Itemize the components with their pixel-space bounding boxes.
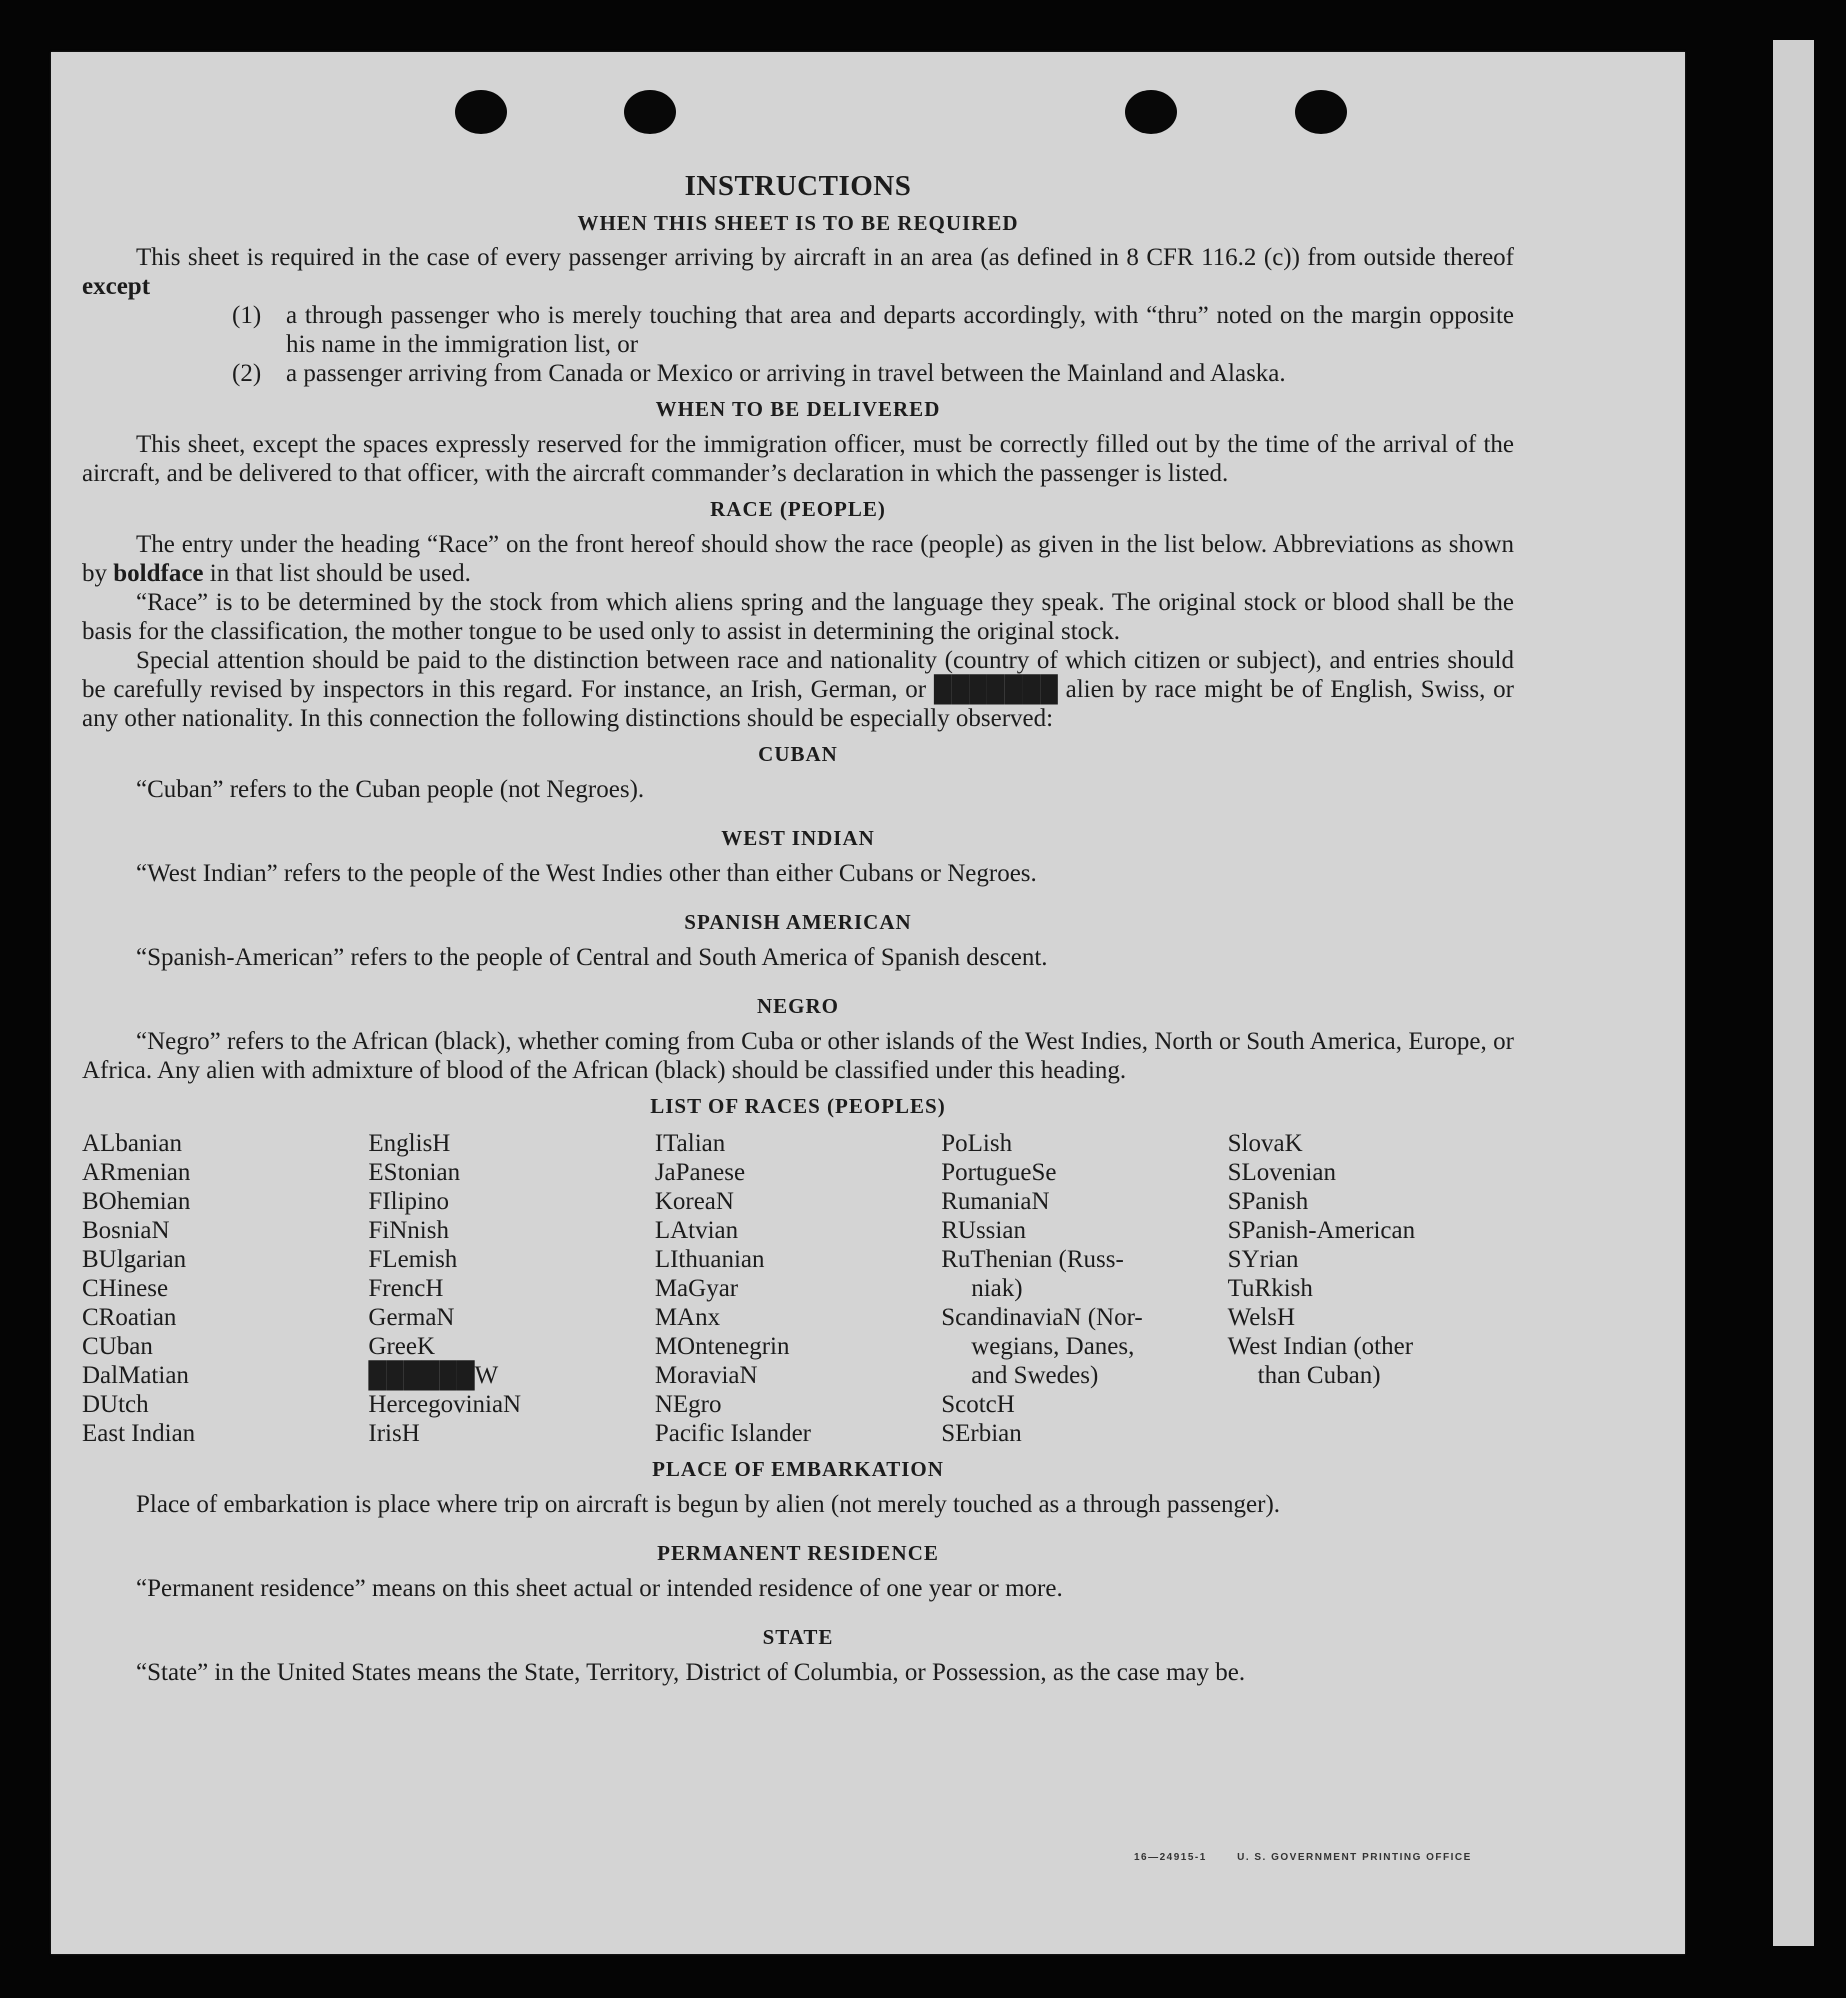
race-column-2 <box>368 1129 654 1448</box>
cuban-text: “Cuban” refers to the Cuban people (not Negroes). <box>136 776 645 803</box>
race-item: SLovenian <box>1227 1159 1336 1186</box>
race-list <box>82 1129 1514 1448</box>
race-item: ScotcH <box>941 1391 1015 1418</box>
race-item-continued: than Cuban) <box>1257 1362 1381 1389</box>
west-indian-text: “West Indian” refers to the people of the West Indies other than either Cubans or Negroes. <box>136 860 1037 887</box>
race-item: Pacific Islander <box>654 1420 811 1447</box>
race-item: FrencH <box>368 1275 444 1302</box>
race-item: SYrian <box>1227 1246 1299 1273</box>
race-item: FiNnish <box>368 1217 449 1244</box>
race-item: CRoatian <box>82 1304 177 1331</box>
punch-hole <box>1295 90 1347 134</box>
race-item: MAnx <box>654 1304 721 1331</box>
race-item: RUssian <box>941 1217 1026 1244</box>
heading-spanish-american: SPANISH AMERICAN <box>684 910 912 934</box>
heading-permanent-residence: PERMANENT RESIDENCE <box>657 1541 939 1565</box>
race-item: ITalian <box>654 1130 726 1157</box>
heading-when-delivered: WHEN TO BE DELIVERED <box>655 397 941 421</box>
race-item: East Indian <box>82 1420 196 1447</box>
race-item-continued: wegians, Danes, <box>971 1333 1135 1360</box>
race-item: SPanish-American <box>1227 1217 1416 1244</box>
race-column-4 <box>941 1129 1227 1448</box>
race-item: MOntenegrin <box>654 1333 790 1360</box>
race-item: ALbanian <box>82 1130 182 1157</box>
race-item: CHinese <box>82 1275 169 1302</box>
heading-list-of-races: LIST OF RACES (PEOPLES) <box>650 1094 946 1118</box>
race-paragraph-2: “Race” is to be determined by the stock from which aliens spring and the language they speak. The original stock or blood shall be the basis for the classification, the mother tongue to be used only to assist in determining the original stock. <box>82 589 1514 645</box>
race-paragraph-1: The entry under the heading “Race” on the front hereof should show the race (people) as given in the list below. Abbreviations as shown by boldface in that list should be used. <box>82 531 1514 587</box>
heading-west-indian: WEST INDIAN <box>721 826 875 850</box>
page-title: INSTRUCTIONS <box>684 170 912 202</box>
race-item: TuRkish <box>1227 1275 1313 1302</box>
race-item: PortugueSe <box>941 1159 1057 1186</box>
race-item: NEgro <box>654 1391 722 1418</box>
race-item: CUban <box>82 1333 153 1360</box>
race-column-1 <box>82 1129 368 1448</box>
race-item: BOhemian <box>82 1188 191 1215</box>
state-text: “State” in the United States means the State, Territory, District of Columbia, or Possession, as the case may be. <box>136 1659 1246 1686</box>
race-item: KoreaN <box>654 1188 734 1215</box>
heading-embarkation: PLACE OF EMBARKATION <box>652 1457 944 1481</box>
race-item: WelsH <box>1227 1304 1296 1331</box>
race-item: JaPanese <box>654 1159 746 1186</box>
race-item: SErbian <box>941 1420 1022 1447</box>
race-item: LAtvian <box>654 1217 739 1244</box>
race-item: GermaN <box>368 1304 455 1331</box>
race-item: ScandinaviaN (Nor- <box>941 1304 1143 1331</box>
when-required-intro: This sheet is required in the case of every passenger arriving by aircraft in an area (as defined in 8 CFR 116.2 (c)) from outside thereof except <box>82 244 1514 300</box>
race-item: EStonian <box>368 1159 461 1186</box>
heading-race: RACE (PEOPLE) <box>710 497 886 521</box>
race-item: ARmenian <box>82 1159 191 1186</box>
race-item: IrisH <box>368 1420 420 1447</box>
heading-negro: NEGRO <box>756 994 839 1018</box>
form-number: 16—24915-1 <box>1134 1852 1207 1863</box>
race-item: HercegoviniaN <box>368 1391 522 1418</box>
race-item-redacted: ██████W <box>368 1362 499 1389</box>
race-item: FIlipino <box>368 1188 449 1215</box>
printer-footer <box>1134 1852 1498 1863</box>
race-item-continued: and Swedes) <box>971 1362 1099 1389</box>
race-item: GreeK <box>368 1333 436 1360</box>
race-column-3 <box>655 1129 941 1448</box>
negro-text: “Negro” refers to the African (black), whether coming from Cuba or other islands of the West Indies, North or South America, Europe, or Africa. Any alien with admixture of blood of the African (black) should be classified under this heading. <box>82 1028 1514 1084</box>
exception-item-2: (2) a passenger arriving from Canada or Mexico or arriving in travel between the Mainland and Alaska. <box>232 360 1286 387</box>
race-item: LIthuanian <box>654 1246 765 1273</box>
race-item: SlovaK <box>1227 1130 1303 1157</box>
spanish-american-text: “Spanish-American” refers to the people of Central and South America of Spanish descent. <box>136 944 1048 971</box>
race-item: DUtch <box>82 1391 149 1418</box>
race-column-5 <box>1228 1129 1514 1448</box>
printer-imprint: U. S. GOVERNMENT PRINTING OFFICE <box>1237 1852 1472 1863</box>
race-item: DalMatian <box>82 1362 189 1389</box>
race-item-continued: niak) <box>971 1275 1023 1302</box>
heading-state: STATE <box>762 1625 834 1649</box>
race-item: BUlgarian <box>82 1246 187 1273</box>
embarkation-text: Place of embarkation is place where trip on aircraft is begun by alien (not merely touched as a through passenger). <box>136 1491 1281 1518</box>
race-item: MaGyar <box>654 1275 739 1302</box>
race-item: RuThenian (Russ- <box>941 1246 1124 1273</box>
race-item: EnglisH <box>368 1130 451 1157</box>
punch-hole <box>455 90 507 134</box>
race-item: SPanish <box>1227 1188 1309 1215</box>
race-item: RumaniaN <box>941 1188 1050 1215</box>
race-item: FLemish <box>368 1246 458 1273</box>
adjacent-page-edge <box>1773 40 1814 1946</box>
punch-hole <box>1125 90 1177 134</box>
race-item: PoLish <box>941 1130 1013 1157</box>
when-delivered-text: This sheet, except the spaces expressly reserved for the immigration officer, must be correctly filled out by the time of the arrival of the aircraft, and be delivered to that officer, with the aircraft commander’s declaration in which the passenger is listed. <box>82 431 1514 487</box>
heading-cuban: CUBAN <box>758 742 838 766</box>
heading-when-required: WHEN THIS SHEET IS TO BE REQUIRED <box>577 211 1019 235</box>
exception-item-1: (1) a through passenger who is merely touching that area and departs accordingly, with “thru” noted on the margin opposite his name in the immigration list, or <box>232 302 1514 358</box>
race-item: MoraviaN <box>654 1362 758 1389</box>
race-paragraph-3: Special attention should be paid to the distinction between race and nationality (country of which citizen or subject), and entries should be carefully revised by inspectors in this regard. For instance, an Irish, German, or ███████ alien by race might be of English, Swiss, or any other nationality. In this connection the following distinctions should be especially observed: <box>82 647 1514 732</box>
instructions-content <box>82 170 1514 1687</box>
punch-hole <box>624 90 676 134</box>
race-item: West Indian (other <box>1227 1333 1414 1360</box>
permanent-residence-text: “Permanent residence” means on this sheet actual or intended residence of one year or more. <box>136 1575 1063 1602</box>
document-page <box>51 52 1685 1954</box>
race-item: BosniaN <box>82 1217 170 1244</box>
